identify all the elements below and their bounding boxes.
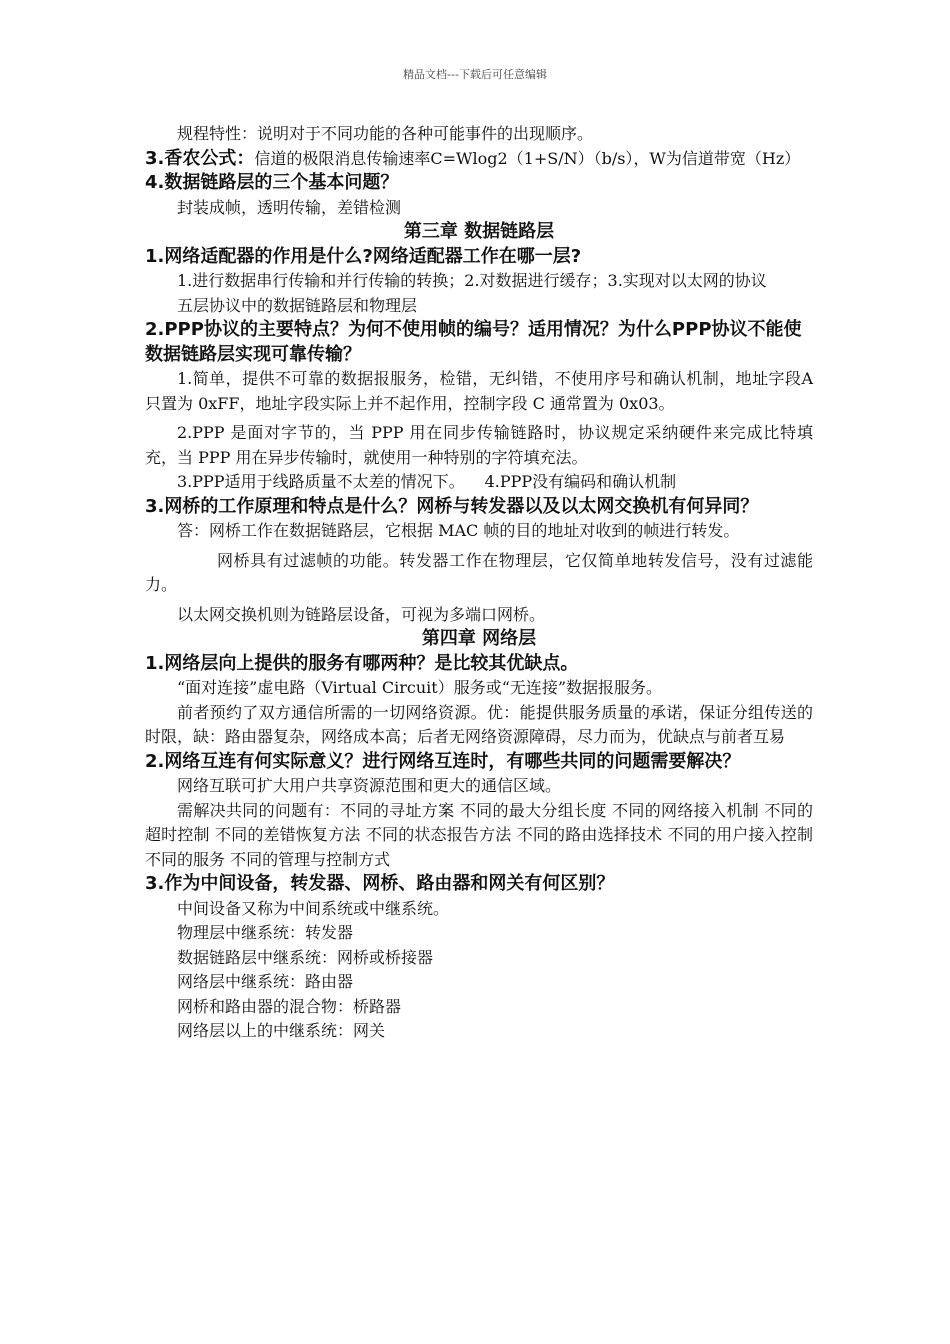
paragraph: 数据链路层中继系统：网桥或桥接器: [177, 947, 434, 967]
section-heading: 3.作为中间设备，转发器、网桥、路由器和网关有何区别？: [145, 873, 615, 894]
paragraph: 网络互联可扩大用户共享资源范围和更大的通信区域。: [177, 776, 562, 795]
section-heading: 3.网桥的工作原理和特点是什么？网桥与转发器以及以太网交换机有何异同？: [145, 495, 759, 517]
paragraph: 中间设备又称为中间系统或中继系统。: [177, 898, 450, 918]
document-body: [145, 122, 813, 1044]
section-heading: [145, 147, 813, 172]
text-run: 3.PPP适用于线路质量不太差的情况下。: [177, 472, 465, 491]
section-heading: 1.网络适配器的作用是什么?网络适配器工作在哪一层?: [145, 245, 582, 267]
paragraph: 1.简单，提供不可靠的数据报服务，检错，无纠错，不使用序号和确认机制，地址字段A 只置为 0xFF，地址字段实际上并不起作用，控制字段 C 通常置为 0x03。: [145, 369, 813, 413]
chapter-title: 第三章 数据链路层: [403, 221, 555, 242]
page-header: 精品文档---下载后可任意编辑: [403, 68, 547, 81]
paragraph: [145, 470, 813, 495]
paragraph: 物理层中继系统：转发器: [177, 923, 354, 942]
heading-inline-text: 信道的极限消息传输速率C=Wlog2（1+S/N）（b/s），W为信道带宽（Hz）: [254, 148, 801, 168]
section-heading: 2.PPP协议的主要特点？为何不使用帧的编号？适用情况？为什么PPP协议不能使数据链路层实现可靠传输？: [145, 319, 802, 365]
text-run: 4.PPP没有编码和确认机制: [484, 472, 677, 491]
section-heading: 1.网络层向上提供的服务有哪两种？是比较其优缺点。: [145, 652, 579, 674]
paragraph: 答：网桥工作在数据链路层，它根据 MAC 帧的目的地址对收到的帧进行转发。: [177, 521, 740, 540]
paragraph: 网络层以上的中继系统：网关: [177, 1021, 386, 1040]
chapter-title: 第四章 网络层: [421, 628, 537, 649]
section-heading: 2.网络互连有何实际意义？进行网络互连时，有哪些共同的问题需要解决？: [145, 750, 741, 772]
paragraph: 2.PPP 是面对字节的，当 PPP 用在同步传输链路时，协议规定采纳硬件来完成比特填充，当 PPP 用在异步传输时，就使用一种特别的字符填充法。: [145, 423, 813, 467]
paragraph: 规程特性：说明对于不同功能的各种可能事件的出现顺序。: [177, 124, 594, 143]
paragraph: 网桥和路由器的混合物：桥路器: [177, 996, 402, 1016]
heading-label: 3.香农公式：: [145, 147, 255, 169]
paragraph: 需解决共同的问题有：不同的寻址方案 不同的最大分组长度 不同的网络接入机制 不同的超时控制 不同的差错恢复方法 不同的状态报告方法 不同的路由选择技术 不同的用户接入控制 不同的服务 不同的管理与控制方式: [145, 800, 813, 869]
paragraph: 1.进行数据串行传输和并行传输的转换；2.对数据进行缓存；3.实现对以太网的协议: [177, 271, 767, 290]
paragraph: 五层协议中的数据链路层和物理层: [177, 295, 418, 315]
paragraph: 以太网交换机则为链路层设备，可视为多端口网桥。: [177, 604, 546, 624]
section-heading: 4.数据链路层的三个基本问题？: [145, 172, 399, 193]
paragraph: “面对连接”虚电路（Virtual Circuit）服务或“无连接”数据报服务。: [177, 678, 663, 697]
paragraph: 前者预约了双方通信所需的一切网络资源。优：能提供服务质量的承诺，保证分组传送的时限，缺：路由器复杂，网络成本高；后者无网络资源障碍，尽力而为，优缺点与前者互易: [145, 702, 813, 746]
paragraph: 封装成帧，透明传输，差错检测: [177, 197, 402, 217]
paragraph: 网络层中继系统：路由器: [177, 972, 354, 991]
paragraph: 网桥具有过滤帧的功能。转发器工作在物理层，它仅简单地转发信号，没有过滤能力。: [145, 550, 813, 594]
